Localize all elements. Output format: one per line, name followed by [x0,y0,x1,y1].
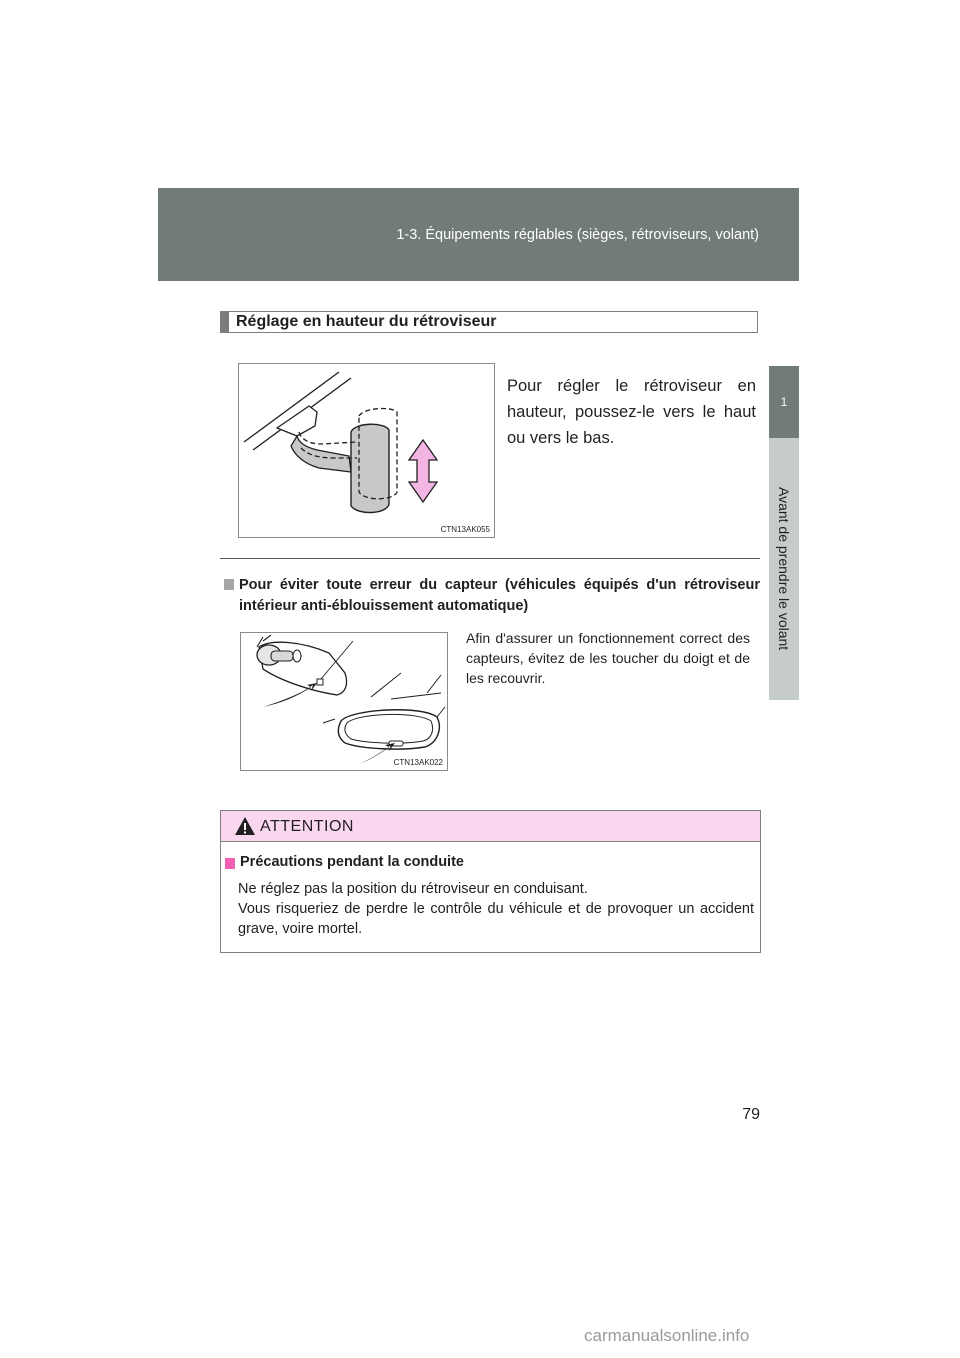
warning-subheading-text: Précautions pendant la conduite [240,854,464,870]
sensor-note-paragraph: Afin d'assurer un fonctionnement correct des capteurs, évitez de les toucher du doigt et de les recouvrir. [466,630,750,686]
section-divider [220,558,760,559]
section-heading [220,311,758,333]
mirror-height-drawing [239,364,496,539]
bullet-square [224,579,234,590]
mirror-height-illustration [238,363,495,538]
warning-line-1: Ne réglez pas la position du rétroviseur en conduisant. [238,881,588,897]
warning-text [238,879,754,939]
warning-bullet-square [225,858,235,869]
heading-bar [221,312,229,332]
chapter-tab-label: Avant de prendre le volant [776,487,792,651]
section-heading-text: Réglage en hauteur du rétroviseur [236,313,497,330]
figure-code: CTN13AK055 [440,525,490,534]
warning-box [220,810,761,953]
section-title: 1-3. Équipements réglables (sièges, rétroviseurs, volant) [396,227,759,243]
warning-subheading [225,854,464,870]
warning-header [221,811,760,842]
page-number: 79 [742,1106,760,1123]
height-adjust-paragraph: Pour régler le rétroviseur en hauteur, poussez-le vers le haut ou vers le bas. [507,377,756,447]
header-band [158,188,799,281]
watermark: carmanualsonline.info [584,1326,750,1345]
chapter-tab-number: 1 [769,366,799,438]
warning-line-2: Vous risqueriez de perdre le contrôle du véhicule et de provoquer un accident grave, voire mortel. [238,901,754,937]
warning-title: ATTENTION [260,818,354,835]
figure-code: CTN13AK022 [393,758,443,767]
warning-triangle-icon [234,816,256,836]
sensor-illustration [240,632,448,771]
sensor-drawing [241,633,449,772]
sensor-note-heading [224,575,760,617]
sensor-note-heading-text: Pour éviter toute erreur du capteur (véhicules équipés d'un rétroviseur intérieur anti-éblouissement automatique) [239,577,760,614]
